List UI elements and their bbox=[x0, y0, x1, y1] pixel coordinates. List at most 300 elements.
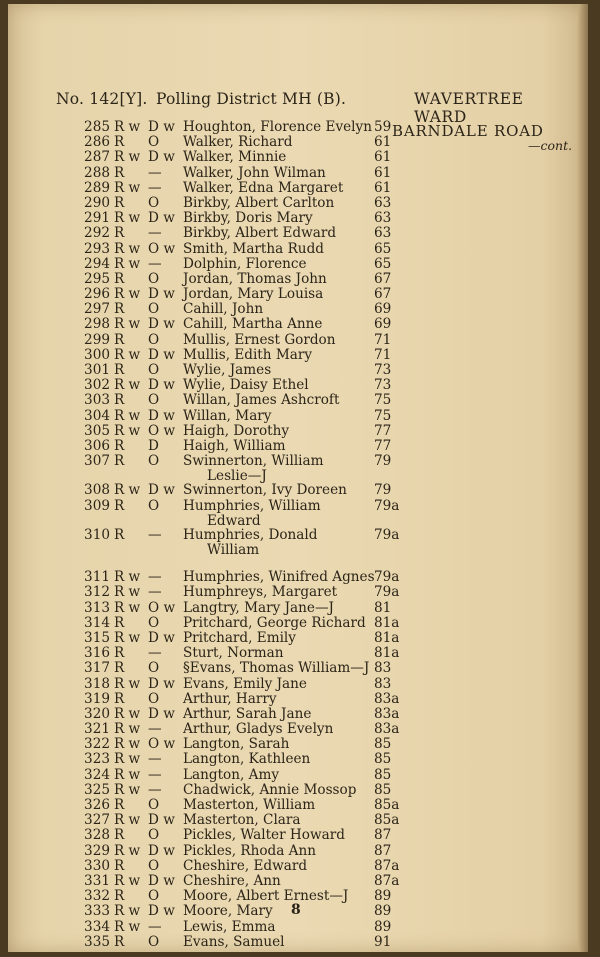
qualification-code: R w bbox=[114, 705, 141, 722]
elector-row bbox=[8, 798, 588, 813]
house-number: 61 bbox=[374, 164, 392, 181]
occupation-code: O bbox=[148, 827, 160, 844]
occupation-code: O bbox=[148, 497, 160, 514]
house-number: 91 bbox=[374, 933, 392, 950]
house-number: 69 bbox=[374, 316, 392, 333]
elector-row bbox=[8, 150, 588, 165]
elector-name bbox=[183, 499, 321, 529]
elector-name bbox=[183, 424, 289, 439]
house-number: 59 bbox=[374, 119, 392, 135]
elector-number: 307 bbox=[84, 453, 110, 470]
elector-row bbox=[8, 483, 588, 498]
elector-name bbox=[183, 181, 343, 196]
elector-number: 286 bbox=[84, 134, 110, 151]
elector-number: 298 bbox=[84, 316, 110, 333]
elector-number: 292 bbox=[84, 225, 110, 242]
page-number: 8 bbox=[291, 902, 301, 918]
elector-name-line1: Wylie, James bbox=[183, 362, 272, 378]
elector-number: 305 bbox=[84, 422, 110, 439]
qualification-code: R w bbox=[114, 569, 141, 586]
elector-name-line1: Cahill, Martha Anne bbox=[183, 316, 323, 333]
elector-name-line1: Haigh, William bbox=[183, 437, 286, 454]
elector-name-line1: Moore, Albert Ernest—J bbox=[183, 888, 349, 905]
occupation-code: — bbox=[148, 721, 162, 738]
elector-row bbox=[8, 570, 588, 585]
qualification-code: R w bbox=[114, 918, 141, 935]
elector-number: 303 bbox=[84, 392, 110, 409]
occupation-code: D w bbox=[148, 675, 175, 692]
occupation-code: O bbox=[148, 857, 160, 874]
occupation-code: O bbox=[148, 194, 160, 211]
elector-row bbox=[8, 920, 588, 935]
elector-number: 324 bbox=[84, 766, 110, 783]
elector-number: 302 bbox=[84, 377, 110, 394]
elector-name-line1: Dolphin, Florence bbox=[183, 255, 307, 272]
elector-name-line1: Willan, Mary bbox=[183, 407, 272, 424]
occupation-code: O bbox=[148, 134, 160, 151]
elector-number: 325 bbox=[84, 781, 110, 798]
elector-number: 304 bbox=[84, 407, 110, 424]
elector-row bbox=[8, 272, 588, 287]
elector-list bbox=[8, 120, 588, 950]
elector-name-line1: Mullis, Ernest Gordon bbox=[183, 331, 336, 348]
occupation-code: — bbox=[148, 179, 162, 196]
elector-row bbox=[8, 844, 588, 859]
occupation-code: D w bbox=[148, 872, 175, 889]
house-number: 71 bbox=[374, 346, 392, 363]
occupation-code: O bbox=[148, 362, 160, 378]
elector-name bbox=[183, 483, 347, 498]
occupation-code: — bbox=[148, 164, 162, 181]
occupation-code: D w bbox=[148, 316, 175, 333]
qualification-code: R w bbox=[114, 240, 141, 257]
house-number: 63 bbox=[374, 194, 392, 211]
house-number: 73 bbox=[374, 362, 392, 378]
elector-row bbox=[8, 409, 588, 424]
elector-row bbox=[8, 601, 588, 616]
elector-row bbox=[8, 616, 588, 631]
qualification-code: R w bbox=[114, 422, 141, 439]
occupation-code: O w bbox=[148, 736, 176, 753]
elector-name-line1: Arthur, Gladys Evelyn bbox=[183, 721, 334, 738]
occupation-code: — bbox=[148, 569, 162, 586]
elector-row bbox=[8, 722, 588, 737]
house-number: 67 bbox=[374, 270, 392, 287]
elector-name-line1: Masterton, William bbox=[183, 797, 316, 813]
occupation-code: O bbox=[148, 614, 160, 631]
occupation-code: D w bbox=[148, 119, 175, 135]
house-number: 85a bbox=[374, 812, 400, 829]
elector-number: 296 bbox=[84, 286, 110, 303]
elector-name-line1: Arthur, Harry bbox=[183, 690, 277, 707]
elector-name-line1: Smith, Martha Rudd bbox=[183, 240, 324, 257]
elector-row bbox=[8, 166, 588, 181]
elector-name-line1: Moore, Mary bbox=[183, 903, 273, 920]
elector-row bbox=[8, 499, 588, 528]
elector-row bbox=[8, 302, 588, 317]
qualification-code: R bbox=[114, 437, 125, 454]
occupation-code: D w bbox=[148, 705, 175, 722]
occupation-code: O bbox=[148, 660, 160, 677]
elector-name-line1: Birkby, Doris Mary bbox=[183, 210, 313, 227]
elector-name bbox=[183, 242, 324, 257]
elector-name-line1: Wylie, Daisy Ethel bbox=[183, 377, 309, 394]
elector-name bbox=[183, 226, 336, 241]
occupation-code: D bbox=[148, 437, 159, 454]
elector-row bbox=[8, 935, 588, 950]
elector-name bbox=[183, 646, 283, 661]
qualification-code: R w bbox=[114, 736, 141, 753]
elector-name bbox=[183, 120, 372, 135]
elector-name-line1: Chadwick, Annie Mossop bbox=[183, 781, 357, 798]
occupation-code: D w bbox=[148, 407, 175, 424]
elector-name-line1: Walker, John Wilman bbox=[183, 164, 326, 181]
house-number: 63 bbox=[374, 210, 392, 227]
elector-name-line1: Birkby, Albert Edward bbox=[183, 225, 337, 242]
elector-number: 334 bbox=[84, 918, 110, 935]
elector-row bbox=[8, 211, 588, 226]
ward-name: WAVERTREE WARD bbox=[414, 90, 524, 126]
qualification-code: R w bbox=[114, 872, 141, 889]
elector-name-line1: Evans, Emily Jane bbox=[183, 675, 307, 692]
house-number: 77 bbox=[374, 422, 392, 439]
house-number: 79a bbox=[374, 584, 400, 601]
elector-name bbox=[183, 677, 307, 692]
qualification-code: R bbox=[114, 194, 125, 211]
elector-name-line1: Jordan, Mary Louisa bbox=[183, 286, 324, 303]
elector-name bbox=[183, 904, 273, 919]
elector-number: 297 bbox=[84, 301, 110, 318]
elector-name-line1: Mullis, Edith Mary bbox=[183, 346, 313, 363]
elector-name bbox=[183, 889, 348, 904]
elector-row bbox=[8, 348, 588, 363]
elector-name bbox=[183, 528, 317, 558]
occupation-code: O bbox=[148, 797, 160, 813]
elector-row bbox=[8, 752, 588, 767]
elector-name-line1: Langton, Kathleen bbox=[183, 751, 311, 768]
occupation-code: O bbox=[148, 331, 160, 348]
elector-name bbox=[183, 798, 315, 813]
qualification-code: R w bbox=[114, 812, 141, 829]
elector-name bbox=[183, 287, 323, 302]
elector-number: 291 bbox=[84, 210, 110, 227]
occupation-code: — bbox=[148, 255, 162, 272]
elector-name-line1: Walker, Minnie bbox=[183, 149, 287, 166]
elector-name-line1: Haigh, Dorothy bbox=[183, 422, 290, 439]
elector-name-line1: Swinnerton, William bbox=[183, 453, 324, 470]
house-number: 75 bbox=[374, 392, 392, 409]
house-number: 75 bbox=[374, 407, 392, 424]
elector-name bbox=[183, 302, 263, 317]
elector-row bbox=[8, 242, 588, 257]
elector-name-line1: Cahill, John bbox=[183, 301, 264, 318]
elector-number: 319 bbox=[84, 690, 110, 707]
elector-number: 289 bbox=[84, 179, 110, 196]
elector-name bbox=[183, 737, 289, 752]
elector-number: 300 bbox=[84, 346, 110, 363]
qualification-code: R w bbox=[114, 599, 141, 616]
elector-name-line1: Birkby, Albert Carlton bbox=[183, 194, 335, 211]
elector-number: 315 bbox=[84, 629, 110, 646]
qualification-code: R bbox=[114, 270, 125, 287]
elector-name bbox=[183, 631, 296, 646]
elector-number: 332 bbox=[84, 888, 110, 905]
elector-name-line1: Walker, Edna Margaret bbox=[183, 179, 344, 196]
house-number: 85 bbox=[374, 781, 392, 798]
qualification-code: R bbox=[114, 497, 125, 514]
elector-name-line1: Humphries, William bbox=[183, 497, 321, 514]
elector-name-line2: William bbox=[207, 541, 260, 558]
elector-name-line1: Langton, Amy bbox=[183, 766, 280, 783]
elector-number: 335 bbox=[84, 933, 110, 950]
house-number: 83a bbox=[374, 705, 400, 722]
house-number: 81a bbox=[374, 614, 400, 631]
qualification-code: R w bbox=[114, 286, 141, 303]
register-number: No. 142[Y]. bbox=[56, 90, 148, 108]
elector-row bbox=[8, 454, 588, 483]
elector-row bbox=[8, 828, 588, 843]
elector-row bbox=[8, 333, 588, 348]
elector-row bbox=[8, 783, 588, 798]
elector-row bbox=[8, 393, 588, 408]
qualification-code: R w bbox=[114, 316, 141, 333]
elector-row bbox=[8, 317, 588, 332]
house-number: 87 bbox=[374, 842, 392, 859]
house-number: 65 bbox=[374, 240, 392, 257]
qualification-code: R bbox=[114, 225, 125, 242]
elector-row bbox=[8, 585, 588, 600]
elector-name-line1: Pritchard, Emily bbox=[183, 629, 296, 646]
qualification-code: R bbox=[114, 331, 125, 348]
qualification-code: R bbox=[114, 933, 125, 950]
elector-name bbox=[183, 317, 322, 332]
house-number: 65 bbox=[374, 255, 392, 272]
elector-name-line1: Masterton, Clara bbox=[183, 812, 301, 829]
house-number: 83a bbox=[374, 690, 400, 707]
elector-name bbox=[183, 378, 309, 393]
elector-number: 322 bbox=[84, 736, 110, 753]
elector-name bbox=[183, 783, 356, 798]
occupation-code: D w bbox=[148, 149, 175, 166]
occupation-code: D w bbox=[148, 903, 175, 920]
elector-name bbox=[183, 844, 316, 859]
elector-name bbox=[183, 813, 301, 828]
occupation-code: O w bbox=[148, 240, 176, 257]
elector-number: 329 bbox=[84, 842, 110, 859]
qualification-code: R bbox=[114, 453, 125, 470]
elector-name bbox=[183, 363, 271, 378]
house-number: 81a bbox=[374, 629, 400, 646]
elector-name bbox=[183, 348, 312, 363]
elector-name bbox=[183, 601, 334, 616]
occupation-code: O bbox=[148, 392, 160, 409]
elector-number: 323 bbox=[84, 751, 110, 768]
elector-row bbox=[8, 439, 588, 454]
elector-number: 288 bbox=[84, 164, 110, 181]
qualification-code: R bbox=[114, 857, 125, 874]
elector-name-line1: Arthur, Sarah Jane bbox=[183, 705, 312, 722]
elector-row bbox=[8, 226, 588, 241]
elector-number: 293 bbox=[84, 240, 110, 257]
house-number: 89 bbox=[374, 903, 392, 920]
house-number: 85 bbox=[374, 751, 392, 768]
elector-name-line1: Sturt, Norman bbox=[183, 645, 284, 662]
elector-number: 290 bbox=[84, 194, 110, 211]
elector-row bbox=[8, 378, 588, 393]
elector-name bbox=[183, 257, 307, 272]
elector-row bbox=[8, 768, 588, 783]
elector-number: 295 bbox=[84, 270, 110, 287]
elector-name-line1: Langtry, Mary Jane—J bbox=[183, 599, 334, 616]
occupation-code: D w bbox=[148, 842, 175, 859]
qualification-code: R w bbox=[114, 346, 141, 363]
elector-row bbox=[8, 692, 588, 707]
street-name: BARNDALE ROAD bbox=[392, 122, 544, 140]
elector-name bbox=[183, 454, 324, 484]
house-number: 83 bbox=[374, 675, 392, 692]
elector-row bbox=[8, 631, 588, 646]
elector-name-line1: Houghton, Florence Evelyn bbox=[183, 119, 372, 135]
elector-name bbox=[183, 874, 281, 889]
elector-name-line1: Langton, Sarah bbox=[183, 736, 290, 753]
elector-number: 308 bbox=[84, 482, 110, 499]
house-number: 87a bbox=[374, 857, 400, 874]
elector-number: 314 bbox=[84, 614, 110, 631]
qualification-code: R bbox=[114, 392, 125, 409]
house-number: 69 bbox=[374, 301, 392, 318]
occupation-code: O bbox=[148, 453, 160, 470]
elector-row bbox=[8, 677, 588, 692]
house-number: 79a bbox=[374, 497, 400, 514]
elector-number: 285 bbox=[84, 119, 110, 135]
elector-number: 299 bbox=[84, 331, 110, 348]
house-number: 89 bbox=[374, 918, 392, 935]
elector-row bbox=[8, 363, 588, 378]
elector-row bbox=[8, 181, 588, 196]
house-number: 61 bbox=[374, 149, 392, 166]
elector-name-line1: Humphries, Winifred Agnes bbox=[183, 569, 375, 586]
qualification-code: R w bbox=[114, 482, 141, 499]
occupation-code: — bbox=[148, 766, 162, 783]
house-number: 87 bbox=[374, 827, 392, 844]
occupation-code: — bbox=[148, 918, 162, 935]
house-number: 89 bbox=[374, 888, 392, 905]
register-page bbox=[8, 4, 588, 952]
qualification-code: R bbox=[114, 526, 125, 543]
elector-name-line1: Swinnerton, Ivy Doreen bbox=[183, 482, 347, 499]
occupation-code: — bbox=[148, 781, 162, 798]
qualification-code: R bbox=[114, 797, 125, 813]
qualification-code: R bbox=[114, 301, 125, 318]
elector-row bbox=[8, 874, 588, 889]
house-number: 77 bbox=[374, 437, 392, 454]
polling-district: Polling District MH (B). bbox=[156, 90, 347, 108]
occupation-code: D w bbox=[148, 812, 175, 829]
elector-name bbox=[183, 722, 333, 737]
elector-number: 316 bbox=[84, 645, 110, 662]
house-number: 81a bbox=[374, 645, 400, 662]
elector-number: 313 bbox=[84, 599, 110, 616]
occupation-code: O bbox=[148, 690, 160, 707]
elector-row bbox=[8, 120, 588, 135]
house-number: 85a bbox=[374, 797, 400, 813]
elector-name-line1: §Evans, Thomas William—J bbox=[183, 660, 370, 677]
elector-row bbox=[8, 196, 588, 211]
qualification-code: R bbox=[114, 827, 125, 844]
house-number: 85 bbox=[374, 766, 392, 783]
elector-row bbox=[8, 528, 588, 571]
house-number: 63 bbox=[374, 225, 392, 242]
house-number: 73 bbox=[374, 377, 392, 394]
qualification-code: R bbox=[114, 690, 125, 707]
elector-name bbox=[183, 661, 369, 676]
qualification-code: R w bbox=[114, 149, 141, 166]
house-number: 79a bbox=[374, 569, 400, 586]
house-number: 85 bbox=[374, 736, 392, 753]
house-number: 67 bbox=[374, 286, 392, 303]
elector-name bbox=[183, 585, 337, 600]
elector-name bbox=[183, 333, 336, 348]
house-number: 79 bbox=[374, 482, 392, 499]
elector-number: 306 bbox=[84, 437, 110, 454]
qualification-code: R w bbox=[114, 584, 141, 601]
elector-name-line1: Cheshire, Ann bbox=[183, 872, 281, 889]
qualification-code: R w bbox=[114, 721, 141, 738]
qualification-code: R w bbox=[114, 751, 141, 768]
house-number: 79 bbox=[374, 453, 392, 470]
occupation-code: D w bbox=[148, 629, 175, 646]
elector-row bbox=[8, 707, 588, 722]
occupation-code: — bbox=[148, 584, 162, 601]
occupation-code: D w bbox=[148, 286, 175, 303]
occupation-code: D w bbox=[148, 346, 175, 363]
house-number: 79a bbox=[374, 526, 400, 543]
elector-name-line1: Pritchard, George Richard bbox=[183, 614, 366, 631]
occupation-code: O bbox=[148, 888, 160, 905]
occupation-code: O w bbox=[148, 422, 176, 439]
occupation-code: — bbox=[148, 645, 162, 662]
elector-row bbox=[8, 257, 588, 272]
qualification-code: R bbox=[114, 888, 125, 905]
occupation-code: O bbox=[148, 270, 160, 287]
qualification-code: R w bbox=[114, 842, 141, 859]
qualification-code: R w bbox=[114, 210, 141, 227]
elector-name-line1: Walker, Richard bbox=[183, 134, 293, 151]
qualification-code: R bbox=[114, 660, 125, 677]
house-number: 71 bbox=[374, 331, 392, 348]
elector-name bbox=[183, 439, 286, 454]
qualification-code: R w bbox=[114, 179, 141, 196]
elector-name bbox=[183, 409, 271, 424]
elector-number: 320 bbox=[84, 705, 110, 722]
occupation-code: D w bbox=[148, 210, 175, 227]
qualification-code: R bbox=[114, 614, 125, 631]
elector-name-line1: Humphries, Donald bbox=[183, 526, 318, 543]
elector-row bbox=[8, 646, 588, 661]
qualification-code: R w bbox=[114, 766, 141, 783]
elector-name-line1: Evans, Samuel bbox=[183, 933, 285, 950]
elector-number: 310 bbox=[84, 526, 110, 543]
qualification-code: R w bbox=[114, 781, 141, 798]
elector-number: 331 bbox=[84, 872, 110, 889]
elector-row bbox=[8, 424, 588, 439]
elector-row bbox=[8, 737, 588, 752]
elector-name-line1: Pickles, Rhoda Ann bbox=[183, 842, 316, 859]
elector-name bbox=[183, 859, 307, 874]
qualification-code: R w bbox=[114, 377, 141, 394]
elector-name-line2: Edward bbox=[207, 512, 261, 529]
elector-name-line1: Humphreys, Margaret bbox=[183, 584, 338, 601]
